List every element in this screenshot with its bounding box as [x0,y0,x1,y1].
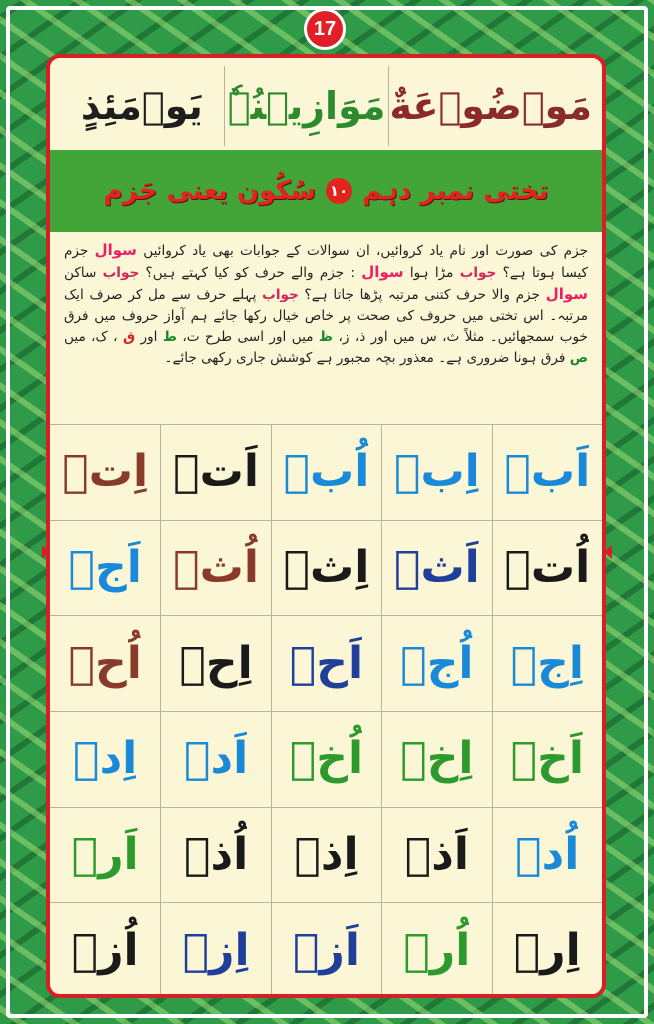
instr-text: : جزم والے حرف کو کیا کہتے ہیں؟ [145,265,356,281]
instr-text: میں اور اسی طرح ت، [182,329,314,345]
header-word-1: مَوۡضُوۡعَةٌ [388,66,592,146]
letter-cell: اِحۡ [160,616,270,712]
letter-cell: اِذۡ [271,808,381,904]
instructions-text [64,240,588,418]
letter-cell: اَدۡ [160,712,270,808]
lesson-number-badge: ۱۰ [326,178,352,204]
letter-cell: اِتۡ [50,425,160,521]
instr-text: ، ک، میں [64,329,118,345]
instr-text: اور [140,329,158,345]
instr-text: ساکن [64,265,97,281]
letter-cell: اَبۡ [492,425,602,521]
page-number-badge: 17 [304,8,346,50]
answer-label: جواب [262,287,299,303]
letter-cell: اِرۡ [492,903,602,998]
letter-cell: اَرۡ [50,808,160,904]
letter-cell: اَثۡ [381,521,491,617]
letter-cell: اُدۡ [492,808,602,904]
letter-cell: اَخۡ [492,712,602,808]
letter-cell: اِبۡ [381,425,491,521]
letter-cell: اُذۡ [160,808,270,904]
letter-cell: اِزۡ [160,903,270,998]
question-label: سوال [94,241,137,259]
letter-grid [50,424,602,998]
letter-cell: اَتۡ [160,425,270,521]
letter-cell: اِثۡ [271,521,381,617]
lesson-title-part-2: سُکُون یعنی جَزم [103,176,317,206]
letter-cell: اُحۡ [50,616,160,712]
letter-cell: اُخۡ [271,712,381,808]
answer-label: جواب [102,265,140,281]
highlight-letter: ظ [318,329,334,345]
letter-cell: اَحۡ [271,616,381,712]
letter-cell: اَزۡ [271,903,381,998]
instr-text: جزم والا حرف کتنی مرتبہ پڑھا جاتا ہے؟ [304,287,540,303]
highlight-letter: ص [569,350,588,366]
instr-text: مڑا ہوا [409,265,454,281]
lesson-title-part-1: تختی نمبر دہم [362,176,549,206]
content-panel [46,54,606,998]
highlight-letter: ط [162,329,177,345]
answer-label: جواب [459,265,497,281]
letter-cell: اَجۡ [50,521,160,617]
instr-text: جزم کی صورت اور نام یاد کروائیں، ان سوالات کے جوابات بھی یاد کروائیں [143,243,588,259]
letter-cell: اُجۡ [381,616,491,712]
question-label: سوال [361,263,404,281]
question-label: سوال [545,285,589,303]
letter-cell: اُرۡ [381,903,491,998]
lesson-title-banner [50,150,602,232]
instr-text: فرق ہونا ضروری ہے۔ معذور بچہ مجبور ہے کوشش جاری رکھی جائے۔ [164,350,566,366]
instr-text: جزم کیسا ہوتا ہے؟ [64,243,589,281]
letter-cell: اَذۡ [381,808,491,904]
letter-cell: اِدۡ [50,712,160,808]
header-words [60,66,592,146]
letter-cell: اُبۡ [271,425,381,521]
header-word-2: مَوَازِیۡنُہٗ [224,66,389,146]
letter-cell: اِخۡ [381,712,491,808]
header-word-3: یَوۡمَئِذٍ [80,84,203,128]
highlight-letter: ق [122,329,136,345]
lesson-title [103,176,548,206]
letter-cell: اِجۡ [492,616,602,712]
letter-cell: اُزۡ [50,903,160,998]
instr-text: پہلے حرف سے مل کر صرف ایک مرتبہ۔ اس تختی میں حروف کی صحت پر خاص خیال رکھا جائے ہم آواز حروف میں فرق خوب سمجھائیں۔ مثلاً ث، س میں اور ذ، ز، [64,287,588,345]
letter-cell: اُتۡ [492,521,602,617]
letter-cell: اُثۡ [160,521,270,617]
